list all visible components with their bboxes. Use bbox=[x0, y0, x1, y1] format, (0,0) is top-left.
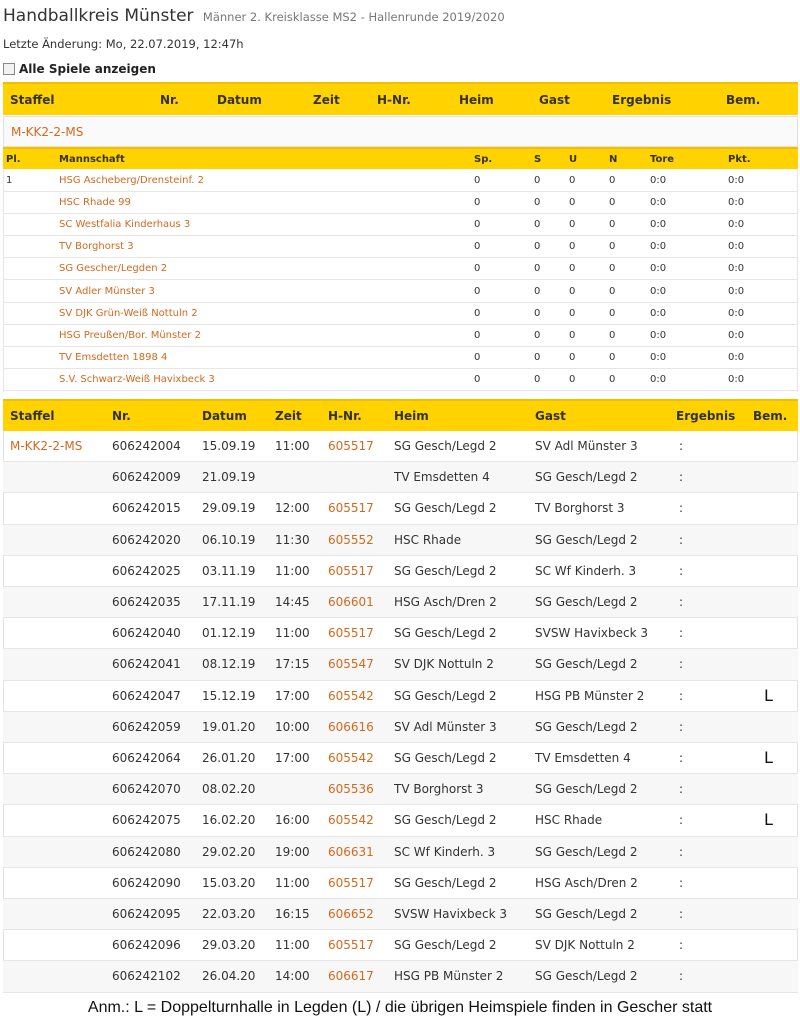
col-pkt: Pkt. bbox=[728, 154, 751, 165]
last-changed: Letzte Änderung: Mo, 22.07.2019, 12:47h bbox=[3, 37, 244, 51]
game-cell-datum: 22.03.20 bbox=[202, 907, 256, 921]
game-cell-gast: SG Gesch/Legd 2 bbox=[535, 907, 638, 921]
standings-cell-n: 0 bbox=[609, 307, 616, 319]
game-cell-hnr[interactable]: 606601 bbox=[328, 595, 374, 609]
game-row bbox=[3, 618, 798, 649]
standings-cell-team[interactable]: HSG Ascheberg/Drensteinf. 2 bbox=[59, 175, 204, 186]
game-cell-datum: 15.09.19 bbox=[202, 439, 256, 453]
game-cell-hnr[interactable]: 605517 bbox=[328, 439, 374, 453]
standings-cell-u: 0 bbox=[569, 197, 576, 209]
standings-cell-tore: 0:0 bbox=[650, 373, 667, 385]
game-cell-datum: 16.02.20 bbox=[202, 813, 256, 828]
game-cell-zeit: 17:00 bbox=[275, 688, 310, 703]
game-cell-zeit: 17:15 bbox=[275, 657, 310, 672]
game-cell-nr: 606242040 bbox=[112, 626, 181, 641]
game-cell-hnr[interactable]: 606631 bbox=[328, 844, 374, 859]
game-cell-zeit: 11:00 bbox=[275, 439, 310, 453]
game-row bbox=[3, 493, 798, 524]
game-cell-datum: 08.12.19 bbox=[202, 657, 256, 672]
game-cell-gast: SG Gesch/Legd 2 bbox=[535, 719, 638, 734]
game-cell-zeit: 11:00 bbox=[275, 626, 310, 641]
standings-cell-sp: 0 bbox=[474, 241, 481, 253]
game-cell-hnr[interactable]: 605517 bbox=[328, 501, 374, 516]
game-cell-hnr[interactable]: 605536 bbox=[328, 782, 374, 797]
standings-cell-n: 0 bbox=[609, 197, 616, 209]
game-cell-datum: 29.09.19 bbox=[202, 501, 256, 516]
standings-row bbox=[3, 281, 798, 303]
col-pl: Pl. bbox=[6, 154, 21, 165]
game-cell-nr: 606242090 bbox=[112, 875, 181, 890]
standings-cell-s: 0 bbox=[534, 219, 541, 231]
game-cell-gast: SV Adl Münster 3 bbox=[535, 439, 638, 453]
col-hnr[interactable]: H-Nr. bbox=[377, 93, 411, 107]
game-cell-datum: 29.02.20 bbox=[202, 844, 256, 859]
game-cell-nr: 606242059 bbox=[112, 719, 181, 734]
game-cell-hnr[interactable]: 605517 bbox=[328, 626, 374, 641]
game-cell-erg: : bbox=[679, 439, 684, 453]
standings-cell-u: 0 bbox=[569, 351, 576, 363]
game-cell-datum: 17.11.19 bbox=[202, 595, 256, 609]
staffel-link[interactable]: M-KK2-2-MS bbox=[11, 125, 84, 139]
game-cell-hnr[interactable]: 605517 bbox=[328, 938, 374, 953]
standings-row bbox=[3, 258, 798, 280]
standings-cell-sp: 0 bbox=[474, 329, 481, 341]
standings-cell-sp: 0 bbox=[474, 285, 481, 297]
game-cell-gast: TV Borghorst 3 bbox=[535, 501, 625, 516]
game-cell-erg: : bbox=[679, 875, 684, 890]
game-cell-zeit: 11:30 bbox=[275, 532, 310, 547]
game-cell-heim: SVSW Havixbeck 3 bbox=[394, 907, 508, 921]
standings-cell-u: 0 bbox=[569, 307, 576, 319]
game-cell-erg: : bbox=[679, 844, 684, 859]
game-cell-zeit: 11:00 bbox=[275, 875, 310, 890]
standings-cell-team[interactable]: S.V. Schwarz-Weiß Havixbeck 3 bbox=[59, 373, 215, 385]
col-tore: Tore bbox=[650, 154, 675, 165]
game-cell-zeit: 17:00 bbox=[275, 751, 310, 765]
standings-cell-u: 0 bbox=[569, 219, 576, 231]
game-cell-hnr[interactable]: 605547 bbox=[328, 657, 374, 672]
col-zeit[interactable]: Zeit bbox=[313, 93, 340, 107]
standings-cell-pkt: 0:0 bbox=[728, 307, 745, 319]
game-cell-erg: : bbox=[679, 938, 684, 953]
game-cell-nr: 606242020 bbox=[112, 532, 181, 547]
show-all-games[interactable] bbox=[3, 62, 156, 76]
standings-row bbox=[3, 236, 798, 258]
game-cell-datum: 06.10.19 bbox=[202, 532, 256, 547]
game-cell-zeit: 14:00 bbox=[275, 969, 310, 984]
game-cell-bem: L bbox=[764, 810, 773, 830]
standings-row bbox=[3, 214, 798, 236]
game-cell-datum: 03.11.19 bbox=[202, 563, 256, 578]
col-gast[interactable]: Gast bbox=[539, 93, 570, 107]
game-cell-gast: SG Gesch/Legd 2 bbox=[535, 657, 638, 672]
game-row bbox=[3, 556, 798, 587]
standings-row bbox=[3, 347, 798, 369]
standings-cell-tore: 0:0 bbox=[650, 175, 667, 186]
game-cell-hnr[interactable]: 605542 bbox=[328, 751, 374, 765]
page-title bbox=[3, 6, 505, 26]
standings-cell-n: 0 bbox=[609, 241, 616, 253]
game-cell-zeit: 10:00 bbox=[275, 719, 310, 734]
game-cell-datum: 15.12.19 bbox=[202, 688, 256, 703]
game-cell-zeit: 19:00 bbox=[275, 844, 310, 859]
standings-cell-u: 0 bbox=[569, 241, 576, 253]
game-cell-hnr[interactable]: 606616 bbox=[328, 719, 374, 734]
standings-cell-n: 0 bbox=[609, 351, 616, 363]
game-row bbox=[3, 649, 798, 680]
game-cell-gast: HSC Rhade bbox=[535, 813, 603, 828]
game-cell-bem: L bbox=[764, 748, 773, 767]
game-row bbox=[3, 681, 798, 712]
col-datum[interactable]: Datum bbox=[217, 93, 262, 107]
standings-cell-pkt: 0:0 bbox=[728, 329, 745, 341]
game-cell-heim: TV Borghorst 3 bbox=[394, 782, 484, 797]
standings-cell-pkt: 0:0 bbox=[728, 263, 745, 275]
game-cell-datum: 15.03.20 bbox=[202, 875, 256, 890]
game-cell-hnr[interactable]: 605517 bbox=[328, 563, 374, 578]
standings-cell-team[interactable]: HSG Preußen/Bor. Münster 2 bbox=[59, 329, 201, 341]
col-bem[interactable]: Bem. bbox=[726, 93, 761, 107]
game-row bbox=[3, 805, 798, 836]
game-cell-nr: 606242025 bbox=[112, 563, 181, 578]
game-cell-erg: : bbox=[679, 563, 684, 578]
standings-row bbox=[3, 170, 798, 192]
game-cell-heim: SG Gesch/Legd 2 bbox=[394, 813, 497, 828]
col-heim[interactable]: Heim bbox=[394, 409, 429, 423]
game-row bbox=[3, 868, 798, 899]
game-cell-gast: SG Gesch/Legd 2 bbox=[535, 470, 638, 485]
game-row bbox=[3, 774, 798, 805]
game-row bbox=[3, 587, 798, 618]
standings-cell-pl: 1 bbox=[6, 175, 13, 186]
standings-cell-n: 0 bbox=[609, 263, 616, 275]
col-gast[interactable]: Gast bbox=[535, 409, 566, 423]
game-cell-heim: SG Gesch/Legd 2 bbox=[394, 751, 497, 765]
standings-cell-tore: 0:0 bbox=[650, 329, 667, 341]
game-cell-gast: SVSW Havixbeck 3 bbox=[535, 626, 649, 641]
game-cell-datum: 29.03.20 bbox=[202, 938, 256, 953]
game-cell-zeit: 14:45 bbox=[275, 595, 310, 609]
game-cell-nr: 606242004 bbox=[112, 439, 181, 453]
game-row bbox=[3, 743, 798, 774]
game-row bbox=[3, 837, 798, 868]
standings-cell-u: 0 bbox=[569, 329, 576, 341]
game-cell-gast: SV DJK Nottuln 2 bbox=[535, 938, 635, 953]
col-mannschaft: Mannschaft bbox=[59, 154, 125, 165]
game-cell-gast: SG Gesch/Legd 2 bbox=[535, 969, 638, 984]
col-staffel[interactable]: Staffel bbox=[10, 93, 55, 107]
standings-cell-pkt: 0:0 bbox=[728, 219, 745, 231]
standings-row bbox=[3, 303, 798, 325]
standings-cell-team[interactable]: SV DJK Grün-Weiß Nottuln 2 bbox=[59, 307, 198, 319]
game-cell-nr: 606242075 bbox=[112, 813, 181, 828]
standings-cell-s: 0 bbox=[534, 175, 541, 186]
standings-cell-sp: 0 bbox=[474, 351, 481, 363]
col-datum[interactable]: Datum bbox=[202, 409, 247, 423]
game-cell-hnr[interactable]: 606617 bbox=[328, 969, 374, 984]
standings-cell-pkt: 0:0 bbox=[728, 351, 745, 363]
game-cell-zeit: 16:00 bbox=[275, 813, 310, 828]
col-nr[interactable]: Nr. bbox=[112, 409, 131, 423]
standings-cell-sp: 0 bbox=[474, 219, 481, 231]
standings-cell-tore: 0:0 bbox=[650, 241, 667, 253]
standings-cell-sp: 0 bbox=[474, 263, 481, 275]
game-cell-heim: TV Emsdetten 4 bbox=[394, 470, 490, 485]
game-cell-heim: SG Gesch/Legd 2 bbox=[394, 875, 497, 890]
standings-cell-tore: 0:0 bbox=[650, 351, 667, 363]
game-cell-erg: : bbox=[679, 751, 684, 765]
standings-row bbox=[3, 192, 798, 214]
standings-cell-tore: 0:0 bbox=[650, 285, 667, 297]
standings-cell-s: 0 bbox=[534, 373, 541, 385]
game-cell-nr: 606242080 bbox=[112, 844, 181, 859]
game-cell-heim: HSC Rhade bbox=[394, 532, 462, 547]
game-cell-hnr[interactable]: 605542 bbox=[328, 813, 374, 828]
game-cell-heim: SG Gesch/Legd 2 bbox=[394, 688, 497, 703]
game-cell-hnr[interactable]: 605552 bbox=[328, 532, 374, 547]
col-staffel[interactable]: Staffel bbox=[10, 409, 55, 423]
game-cell-erg: : bbox=[679, 907, 684, 921]
game-cell-erg: : bbox=[679, 532, 684, 547]
game-cell-nr: 606242035 bbox=[112, 595, 181, 609]
game-cell-datum: 26.04.20 bbox=[202, 969, 256, 984]
standings-cell-team[interactable]: TV Borghorst 3 bbox=[59, 241, 134, 253]
standings-cell-team[interactable]: SG Gescher/Legden 2 bbox=[59, 263, 168, 275]
show-all-label[interactable]: Alle Spiele anzeigen bbox=[19, 62, 156, 76]
standings-cell-s: 0 bbox=[534, 285, 541, 297]
game-cell-erg: : bbox=[679, 782, 684, 797]
games-header bbox=[3, 399, 798, 431]
game-cell-heim: SG Gesch/Legd 2 bbox=[394, 501, 497, 516]
game-cell-gast: HSG PB Münster 2 bbox=[535, 688, 645, 703]
standings-cell-s: 0 bbox=[534, 241, 541, 253]
game-row bbox=[3, 899, 798, 930]
subtitle: Männer 2. Kreisklasse MS2 - Hallenrunde 2019/2020 bbox=[202, 10, 505, 24]
standings-cell-s: 0 bbox=[534, 263, 541, 275]
col-s: S bbox=[534, 154, 542, 165]
game-cell-erg: : bbox=[679, 470, 684, 485]
col-zeit[interactable]: Zeit bbox=[275, 409, 302, 423]
footnote: Anm.: L = Doppelturnhalle in Legden (L) / die übrigen Heimspiele finden in Gescher statt bbox=[87, 999, 713, 1016]
standings-cell-u: 0 bbox=[569, 175, 576, 186]
standings-cell-u: 0 bbox=[569, 285, 576, 297]
standings-cell-tore: 0:0 bbox=[650, 219, 667, 231]
game-cell-erg: : bbox=[679, 657, 684, 672]
game-cell-heim: SG Gesch/Legd 2 bbox=[394, 563, 497, 578]
standings-cell-tore: 0:0 bbox=[650, 263, 667, 275]
game-cell-nr: 606242070 bbox=[112, 782, 181, 797]
standings-cell-team[interactable]: SC Westfalia Kinderhaus 3 bbox=[59, 219, 191, 231]
game-cell-zeit: 11:00 bbox=[275, 563, 310, 578]
standings-cell-sp: 0 bbox=[474, 373, 481, 385]
game-cell-zeit: 12:00 bbox=[275, 501, 310, 516]
standings-cell-pkt: 0:0 bbox=[728, 241, 745, 253]
game-cell-heim: SV DJK Nottuln 2 bbox=[394, 657, 494, 672]
standings-cell-s: 0 bbox=[534, 197, 541, 209]
game-row bbox=[3, 462, 798, 493]
standings-cell-n: 0 bbox=[609, 219, 616, 231]
game-cell-heim: SC Wf Kinderh. 3 bbox=[394, 844, 496, 859]
standings-cell-tore: 0:0 bbox=[650, 307, 667, 319]
game-cell-datum: 19.01.20 bbox=[202, 719, 256, 734]
game-cell-gast: HSG Asch/Dren 2 bbox=[535, 875, 638, 890]
game-cell-heim: HSG PB Münster 2 bbox=[394, 969, 504, 984]
standings-cell-pkt: 0:0 bbox=[728, 285, 745, 297]
game-cell-zeit: 16:15 bbox=[275, 907, 310, 921]
game-cell-erg: : bbox=[679, 719, 684, 734]
game-cell-nr: 606242064 bbox=[112, 751, 181, 765]
game-cell-staffel[interactable]: M-KK2-2-MS bbox=[10, 439, 83, 453]
game-cell-heim: SG Gesch/Legd 2 bbox=[394, 626, 497, 641]
game-cell-heim: SG Gesch/Legd 2 bbox=[394, 439, 497, 453]
standings-cell-team[interactable]: HSC Rhade 99 bbox=[59, 197, 131, 209]
game-row bbox=[3, 961, 798, 992]
standings-cell-s: 0 bbox=[534, 351, 541, 363]
game-cell-nr: 606242015 bbox=[112, 501, 181, 516]
game-cell-nr: 606242041 bbox=[112, 657, 181, 672]
game-cell-hnr[interactable]: 605517 bbox=[328, 875, 374, 890]
standings-cell-team[interactable]: SV Adler Münster 3 bbox=[59, 285, 155, 297]
standings-row bbox=[3, 369, 798, 391]
standings-cell-u: 0 bbox=[569, 373, 576, 385]
game-cell-gast: SG Gesch/Legd 2 bbox=[535, 782, 638, 797]
game-row bbox=[3, 930, 798, 961]
game-cell-nr: 606242047 bbox=[112, 688, 181, 703]
game-cell-erg: : bbox=[679, 969, 684, 984]
game-cell-erg: : bbox=[679, 595, 684, 609]
game-cell-zeit: 11:00 bbox=[275, 938, 310, 953]
game-cell-nr: 606242095 bbox=[112, 907, 181, 921]
game-cell-nr: 606242096 bbox=[112, 938, 181, 953]
game-cell-gast: SG Gesch/Legd 2 bbox=[535, 595, 638, 609]
game-cell-gast: TV Emsdetten 4 bbox=[535, 751, 631, 765]
standings-cell-pkt: 0:0 bbox=[728, 197, 745, 209]
standings-cell-n: 0 bbox=[609, 373, 616, 385]
col-ergebnis[interactable]: Ergebnis bbox=[676, 409, 736, 423]
col-nr[interactable]: Nr. bbox=[160, 93, 179, 107]
game-cell-hnr[interactable]: 605542 bbox=[328, 688, 374, 703]
game-cell-heim: SV Adl Münster 3 bbox=[394, 719, 497, 734]
show-all-checkbox[interactable] bbox=[3, 63, 15, 75]
game-row bbox=[3, 431, 798, 462]
game-cell-heim: SG Gesch/Legd 2 bbox=[394, 938, 497, 953]
standings-cell-tore: 0:0 bbox=[650, 197, 667, 209]
staffel-group-row bbox=[3, 116, 798, 147]
col-heim[interactable]: Heim bbox=[459, 93, 494, 107]
game-cell-datum: 01.12.19 bbox=[202, 626, 256, 641]
table1-header bbox=[3, 82, 798, 115]
game-cell-datum: 08.02.20 bbox=[202, 782, 256, 797]
game-cell-datum: 21.09.19 bbox=[202, 470, 256, 485]
col-bem[interactable]: Bem. bbox=[753, 409, 788, 423]
game-cell-erg: : bbox=[679, 688, 684, 703]
game-cell-erg: : bbox=[679, 626, 684, 641]
col-n: N bbox=[609, 154, 618, 165]
game-cell-gast: SG Gesch/Legd 2 bbox=[535, 844, 638, 859]
title: Handballkreis Münster bbox=[3, 6, 194, 26]
standings-cell-sp: 0 bbox=[474, 307, 481, 319]
standings-header bbox=[3, 147, 798, 169]
game-row bbox=[3, 712, 798, 743]
game-cell-nr: 606242009 bbox=[112, 470, 181, 485]
col-sp: Sp. bbox=[474, 154, 493, 165]
col-hnr[interactable]: H-Nr. bbox=[328, 409, 362, 423]
standings-cell-team[interactable]: TV Emsdetten 1898 4 bbox=[59, 351, 168, 363]
game-cell-heim: HSG Asch/Dren 2 bbox=[394, 595, 497, 609]
col-ergebnis[interactable]: Ergebnis bbox=[612, 93, 672, 107]
game-cell-erg: : bbox=[679, 501, 684, 516]
game-row bbox=[3, 525, 798, 556]
standings-cell-sp: 0 bbox=[474, 175, 481, 186]
standings-cell-s: 0 bbox=[534, 307, 541, 319]
game-cell-hnr[interactable]: 606652 bbox=[328, 907, 374, 921]
standings-row bbox=[3, 325, 798, 347]
game-cell-bem: L bbox=[764, 685, 773, 705]
standings-cell-pkt: 0:0 bbox=[728, 175, 745, 186]
col-u: U bbox=[569, 154, 578, 165]
game-cell-datum: 26.01.20 bbox=[202, 751, 256, 765]
standings-cell-n: 0 bbox=[609, 175, 616, 186]
standings-cell-pkt: 0:0 bbox=[728, 373, 745, 385]
game-cell-nr: 606242102 bbox=[112, 969, 181, 984]
standings-cell-s: 0 bbox=[534, 329, 541, 341]
standings-cell-n: 0 bbox=[609, 285, 616, 297]
game-cell-gast: SG Gesch/Legd 2 bbox=[535, 532, 638, 547]
game-cell-erg: : bbox=[679, 813, 684, 828]
game-cell-gast: SC Wf Kinderh. 3 bbox=[535, 563, 637, 578]
standings-cell-u: 0 bbox=[569, 263, 576, 275]
standings-cell-n: 0 bbox=[609, 329, 616, 341]
standings-cell-sp: 0 bbox=[474, 197, 481, 209]
